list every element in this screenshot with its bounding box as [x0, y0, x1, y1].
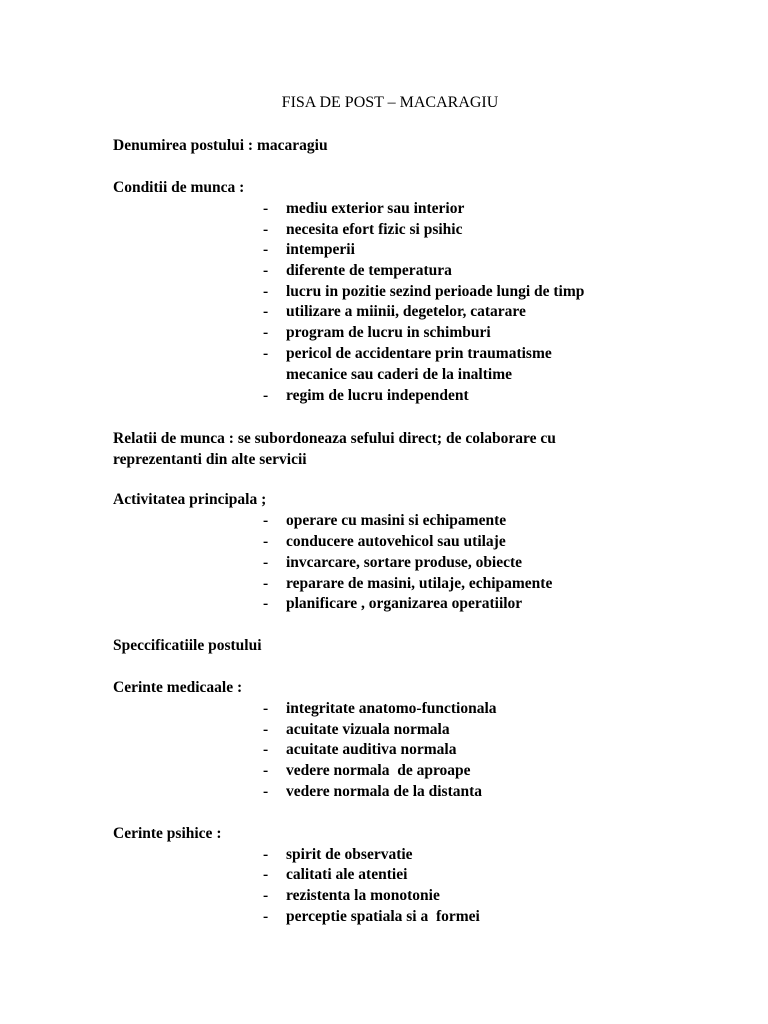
list-item-text: mediu exterior sau interior [286, 200, 465, 217]
bullet-dash: - [263, 241, 269, 258]
list-item-text: perceptie spatiala si a formei [286, 908, 480, 925]
job-name-line [113, 136, 328, 156]
list-item [263, 720, 450, 740]
list-item-text: operare cu masini si echipamente [286, 512, 507, 529]
list-item-text: pericol de accidentare prin traumatisme [286, 345, 552, 362]
job-name-label: Denumirea postului : [113, 137, 254, 154]
list-item [263, 323, 491, 343]
bullet-dash: - [263, 762, 269, 779]
bullet-dash: - [263, 741, 269, 758]
bullet-dash: - [263, 533, 269, 550]
list-item [263, 302, 526, 322]
bullet-dash: - [263, 700, 269, 717]
list-item-text: spirit de observatie [286, 846, 413, 863]
list-item-text: necesita efort fizic si psihic [286, 221, 463, 238]
list-item-text: diferente de temperatura [286, 262, 452, 279]
conditions-label: Conditii de munca : [113, 179, 245, 196]
document-title: FISA DE POST – MACARAGIU [281, 94, 499, 111]
list-item-text: rezistenta la monotonie [286, 887, 440, 904]
medical-requirements-label: Cerinte medicaale : [113, 679, 243, 696]
list-item [263, 865, 407, 885]
list-item [263, 782, 482, 802]
bullet-dash: - [263, 846, 269, 863]
list-item-text: vedere normala de la distanta [286, 783, 483, 800]
bullet-dash: - [263, 387, 269, 404]
list-item [263, 199, 464, 219]
bullet-dash: - [263, 324, 269, 341]
list-item [263, 699, 497, 719]
list-item [263, 511, 506, 531]
psychological-requirements-label: Cerinte psihice : [113, 825, 222, 842]
list-item [263, 261, 452, 281]
list-item-text: vedere normala de aproape [286, 762, 471, 779]
job-name-value: macaragiu [256, 137, 328, 154]
bullet-dash: - [263, 303, 269, 320]
list-item [263, 594, 522, 614]
list-item-continuation: mecanice sau caderi de la inaltime [286, 366, 512, 383]
list-item [263, 553, 522, 573]
list-item-text: acuitate auditiva normala [286, 741, 457, 758]
bullet-dash: - [263, 200, 269, 217]
bullet-dash: - [263, 221, 269, 238]
list-item [263, 761, 471, 781]
list-item [263, 386, 469, 406]
list-item-text: calitati ale atentiei [286, 866, 408, 883]
list-item-text: program de lucru in schimburi [286, 324, 491, 341]
bullet-dash: - [263, 866, 269, 883]
list-item-text: utilizare a miinii, degetelor, catarare [286, 303, 526, 320]
list-item-text: planificare , organizarea operatiilor [286, 595, 523, 612]
list-item [263, 574, 552, 594]
list-item [263, 344, 552, 364]
list-item-text: acuitate vizuala normala [286, 721, 450, 738]
bullet-dash: - [263, 721, 269, 738]
work-relations-paragraph: Relatii de munca : se subordoneaza sefului direct; de colaborare cu reprezentanti din alte servicii [113, 430, 556, 468]
bullet-dash: - [263, 262, 269, 279]
bullet-dash: - [263, 783, 269, 800]
list-item-text: invcarcare, sortare produse, obiecte [286, 554, 523, 571]
list-item-text: integritate anatomo-functionala [286, 700, 497, 717]
list-item [263, 740, 457, 760]
list-item [263, 240, 355, 260]
list-item [263, 845, 413, 865]
bullet-dash: - [263, 554, 269, 571]
main-activity-label: Activitatea principala ; [113, 491, 267, 508]
list-item-text: conducere autovehicol sau utilaje [286, 533, 506, 550]
bullet-dash: - [263, 908, 269, 925]
list-item-text: intemperii [286, 241, 355, 258]
bullet-dash: - [263, 887, 269, 904]
bullet-dash: - [263, 283, 269, 300]
bullet-dash: - [263, 512, 269, 529]
list-item [263, 886, 440, 906]
list-item [263, 220, 462, 240]
bullet-dash: - [263, 345, 269, 362]
bullet-dash: - [263, 575, 269, 592]
list-item-text: regim de lucru independent [286, 387, 469, 404]
list-item [263, 907, 480, 927]
list-item [263, 282, 584, 302]
bullet-dash: - [263, 595, 269, 612]
job-specifications-heading: Speccificatiile postului [113, 637, 262, 654]
list-item-text: lucru in pozitie sezind perioade lungi de timp [286, 283, 585, 300]
list-item [263, 532, 506, 552]
list-item-text: reparare de masini, utilaje, echipamente [286, 575, 553, 592]
